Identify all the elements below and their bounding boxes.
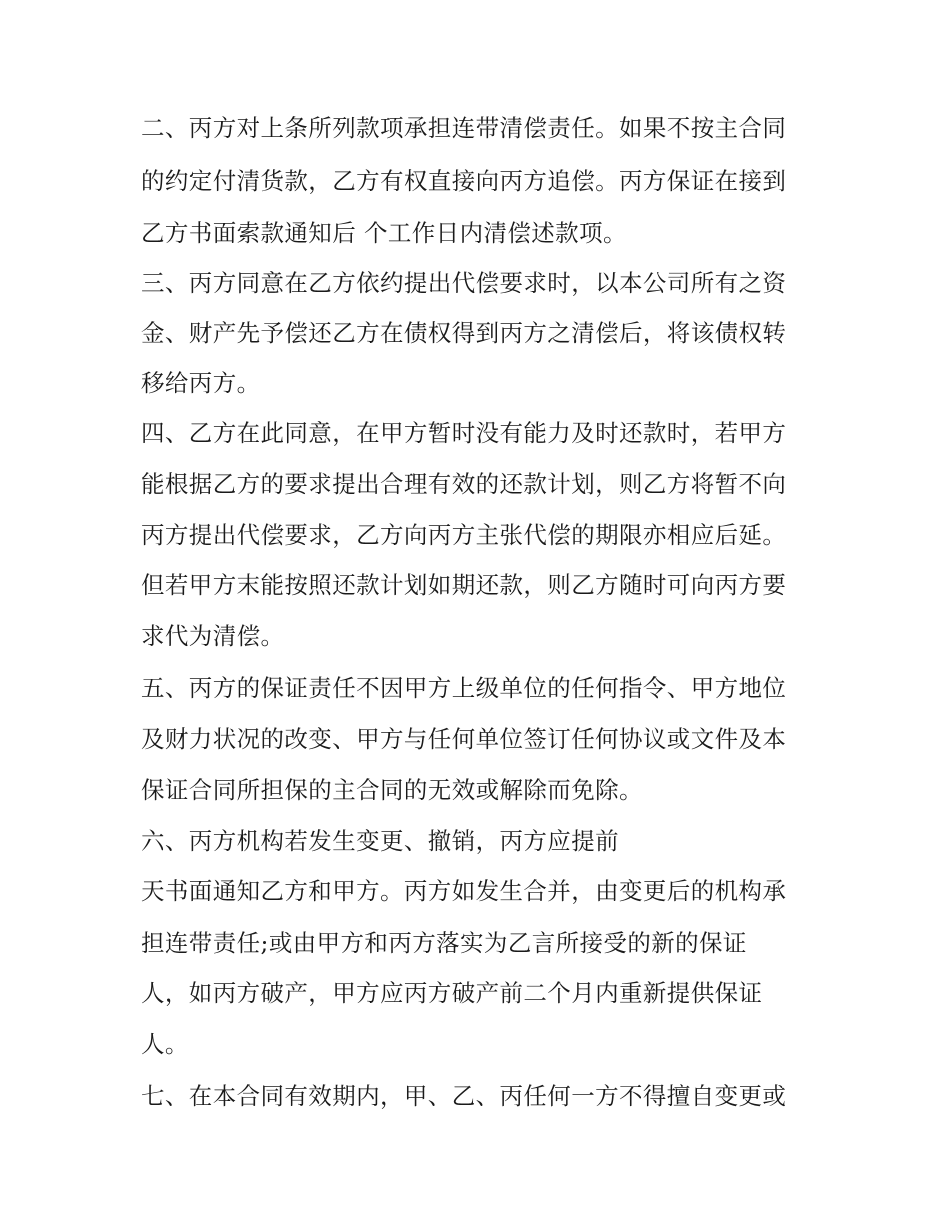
text-line: 但若甲方末能按照还款计划如期还款，则乙方随时可向丙方要 (141, 571, 787, 599)
text-line: 人。 (141, 1030, 189, 1058)
text-line: 担连带责任;或由甲方和丙方落实为乙言所接受的新的保证 (141, 929, 747, 957)
text-line: 三、丙方同意在乙方依约提出代偿要求时，以本公司所有之资 (141, 269, 787, 297)
text-line: 四、乙方在此同意，在甲方暂时没有能力及时还款时，若甲方 (141, 419, 787, 447)
text-line: 求代为清偿。 (141, 622, 285, 650)
text-line: 丙方提出代偿要求，乙方向丙方主张代偿的期限亦相应后延。 (141, 521, 787, 549)
text-line: 金、财产先予偿还乙方在债权得到丙方之清偿后，将该债权转 (141, 319, 787, 347)
text-line: 五、丙方的保证责任不因甲方上级单位的任何指令、甲方地位 (141, 674, 787, 702)
text-line: 天书面通知乙方和甲方。丙方如发生合并，由变更后的机构承 (141, 877, 787, 905)
text-line: 人，如丙方破产，甲方应丙方破产前二个月内重新提供保证 (141, 979, 763, 1007)
text-line: 保证合同所担保的主合同的无效或解除而免除。 (141, 776, 643, 804)
text-line: 六、丙方机构若发生变更、撤销，丙方应提前 (141, 827, 619, 855)
text-line: 移给丙方。 (141, 369, 261, 397)
text-line: 及财力状况的改变、甲方与任何单位签订任何协议或文件及本 (141, 725, 787, 753)
text-line: 二、丙方对上条所列款项承担连带清偿责任。如果不按主合同 (141, 114, 787, 142)
text-line: 能根据乙方的要求提出合理有效的还款计划，则乙方将暂不向 (141, 470, 787, 498)
text-line: 七、在本合同有效期内，甲、乙、丙任何一方不得擅自变更或 (141, 1082, 787, 1110)
text-line: 的约定付清货款，乙方有权直接向丙方追偿。丙方保证在接到 (141, 167, 787, 195)
text-line: 乙方书面索款通知后 个工作日内清偿述款项。 (141, 219, 627, 247)
